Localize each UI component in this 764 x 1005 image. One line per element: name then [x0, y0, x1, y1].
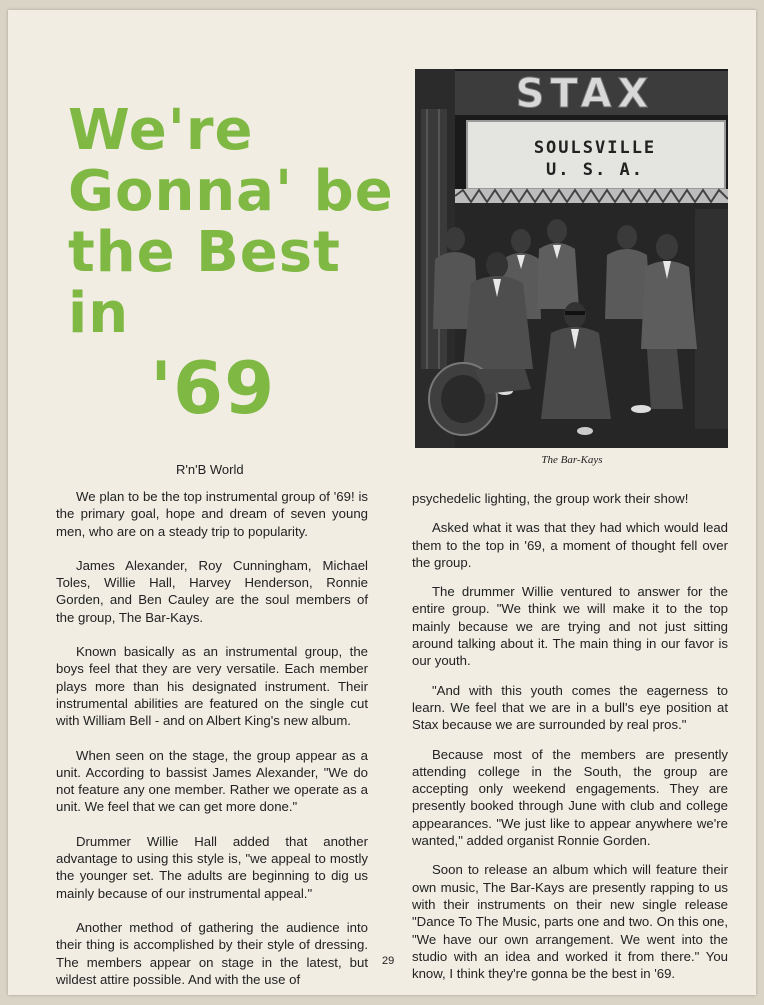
left-column: [56, 488, 368, 1005]
title-line-4: in: [68, 280, 130, 346]
article-byline: R'n'B World: [176, 462, 244, 477]
paragraph-right-5: Because most of the members are presently attending college in the South, the group are accepting only weekend engagements. They are presently booked through June with club and college appearances. "We just like to appear anywhere we're wanted," added organist Ronnie Gorden.: [412, 746, 728, 849]
paragraph-left-2: James Alexander, Roy Cunningham, Michael Toles, Willie Hall, Harvey Henderson, Ronnie Gorden, and Ben Cauley are the soul members of the group, The Bar-Kays.: [56, 557, 368, 625]
title-line-5: '69: [150, 345, 276, 430]
paragraph-left-1: We plan to be the top instrumental group of '69! is the primary goal, hope and dream of seven young men, who are on a steady trip to popularity.: [56, 489, 368, 539]
paragraph-right-1: psychedelic lighting, the group work their show!: [412, 491, 689, 506]
title-line-2: Gonna' be: [68, 158, 394, 224]
photo-caption: The Bar-Kays: [541, 454, 603, 466]
band-photo: [415, 69, 728, 448]
paragraph-right-2: Asked what it was that they had which would lead them to the top in '69, a moment of thought fell over the group.: [412, 520, 728, 570]
paragraph-left-6: Another method of gathering the audience into their thing is accomplished by their style of dressing. The members appear on stage in the latest, but wildest attire possible. And with the use of: [56, 919, 368, 987]
marquee-line-2-text: U. S. A.: [546, 160, 644, 180]
page-number: 29: [382, 955, 395, 967]
paragraph-left-4: When seen on the stage, the group appear as a unit. According to bassist James Alexander, "We do not feature any one member. Rather we operate as a unit. We feel that we can get more done.": [56, 747, 368, 815]
magazine-page: [8, 10, 756, 995]
title-line-3: the Best: [68, 219, 341, 285]
title-line-1: We're: [68, 97, 254, 163]
paragraph-left-3: Known basically as an instrumental group, the boys feel that they are very versatile. Each member plays more than his designated instrument. Their instrumental abilities are featured on the single cut with William Bell - and on Albert King's new album.: [56, 644, 368, 729]
paragraph-left-5: Drummer Willie Hall added that another advantage to using this style is, "we appeal to mostly the younger set. The adults are beginning to dig us mainly because of our instrumental appeal.": [56, 833, 368, 901]
paragraph-right-6: Soon to release an album which will feature their own music, The Bar-Kays are presently rapping to us with their instruments on their new single release "Dance To The Music, parts one and two. On this one, "We have our own arrangement. We went into the studio with an idea and worked it from there." You know, I think they're gonna be the best in '69.: [412, 862, 728, 982]
marquee-line-1-text: SOULSVILLE: [533, 138, 657, 158]
paragraph-right-4: "And with this youth comes the eagerness to learn. We feel that we are in a bull's eye position at Stax because we are surrounded by real pros.": [412, 682, 728, 733]
paragraph-right-3: The drummer Willie ventured to answer for the entire group. "We think we will make it to the top mainly because we are trying and not just sitting around talking about it. The main thing in our favor is our youth.: [412, 584, 728, 669]
band-photo-illustration: [415, 69, 728, 448]
article-title: [68, 97, 394, 430]
marquee-brand-text: STAX: [515, 71, 655, 117]
right-column: [412, 490, 728, 994]
